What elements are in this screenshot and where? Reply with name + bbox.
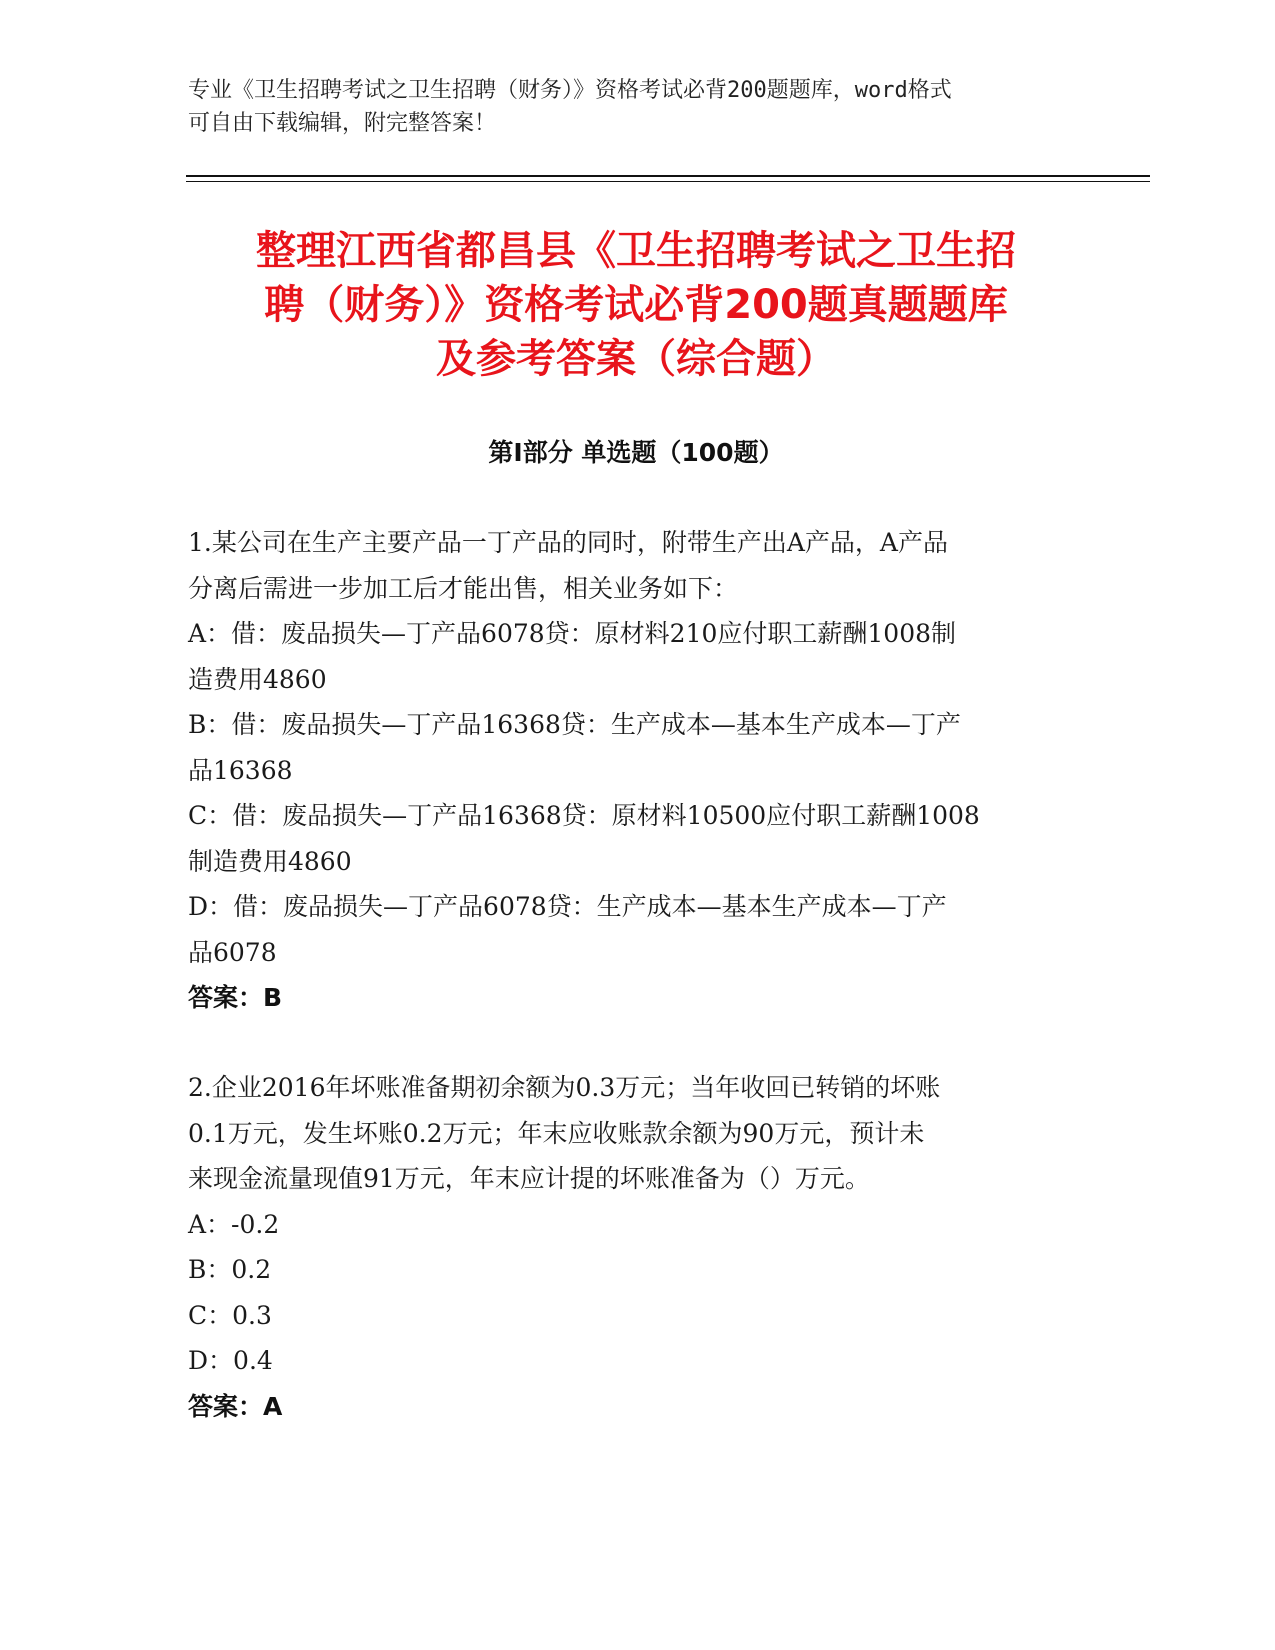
question-1-option-a-line-2: 造费用4860 (188, 664, 327, 694)
header-divider-thick (186, 175, 1150, 177)
question-2-stem-line-1: 2.企业2016年坏账准备期初余额为0.3万元；当年收回已转销的坏账 (188, 1073, 941, 1102)
header-note-line-2: 可自由下载编辑，附完整答案！ (188, 111, 497, 136)
question-2 (188, 1065, 1078, 1429)
question-1-stem-line-2: 分离后需进一步加工后才能出售，相关业务如下： (188, 573, 739, 603)
question-1-option-a-line-1: A：借：废品损失—丁产品6078贷：原材料210应付职工薪酬1008制 (188, 619, 957, 648)
question-2-option-a: A：-0.2 (188, 1209, 280, 1239)
header-note (188, 74, 1068, 140)
question-2-option-b: B：0.2 (188, 1255, 272, 1284)
document-title-line-3: 及参考答案（综合题） (436, 336, 836, 382)
question-1-stem-line-1: 1.某公司在生产主要产品一丁产品的同时，附带生产出A产品，A产品 (188, 528, 948, 557)
document-title-line-2: 聘（财务）》资格考试必背200题真题题库 (264, 282, 1008, 328)
question-1-option-b-line-2: 品16368 (188, 755, 293, 785)
document-title (186, 224, 1086, 386)
question-1-option-d-line-2: 品6078 (188, 937, 277, 967)
question-1-option-d-line-1: D：借：废品损失—丁产品6078贷：生产成本—基本生产成本—丁产 (188, 892, 947, 921)
question-1-answer: 答案：B (188, 983, 283, 1012)
question-2-stem-line-2: 0.1万元，发生坏账0.2万元；年末应收账款余额为90万元，预计未 (188, 1118, 925, 1148)
question-1 (188, 520, 1078, 1021)
question-1-option-b-line-1: B：借：废品损失—丁产品16368贷：生产成本—基本生产成本—丁产 (188, 710, 961, 739)
document-title-line-1: 整理江西省都昌县《卫生招聘考试之卫生招 (256, 228, 1016, 274)
section-title: 第Ⅰ部分 单选题（100题） (488, 438, 784, 467)
question-2-option-c: C：0.3 (188, 1300, 272, 1330)
header-note-line-1: 专业《卫生招聘考试之卫生招聘（财务）》资格考试必背200题题库，word格式 (188, 78, 952, 103)
question-2-stem-line-3: 来现金流量现值91万元，年末应计提的坏账准备为（）万元。 (188, 1164, 870, 1193)
question-2-option-d: D：0.4 (188, 1346, 273, 1375)
question-1-option-c-line-1: C：借：废品损失—丁产品16368贷：原材料10500应付职工薪酬1008 (188, 801, 980, 830)
question-2-answer: 答案：A (188, 1391, 283, 1421)
header-divider-thin (186, 181, 1150, 182)
question-1-option-c-line-2: 制造费用4860 (188, 846, 352, 876)
